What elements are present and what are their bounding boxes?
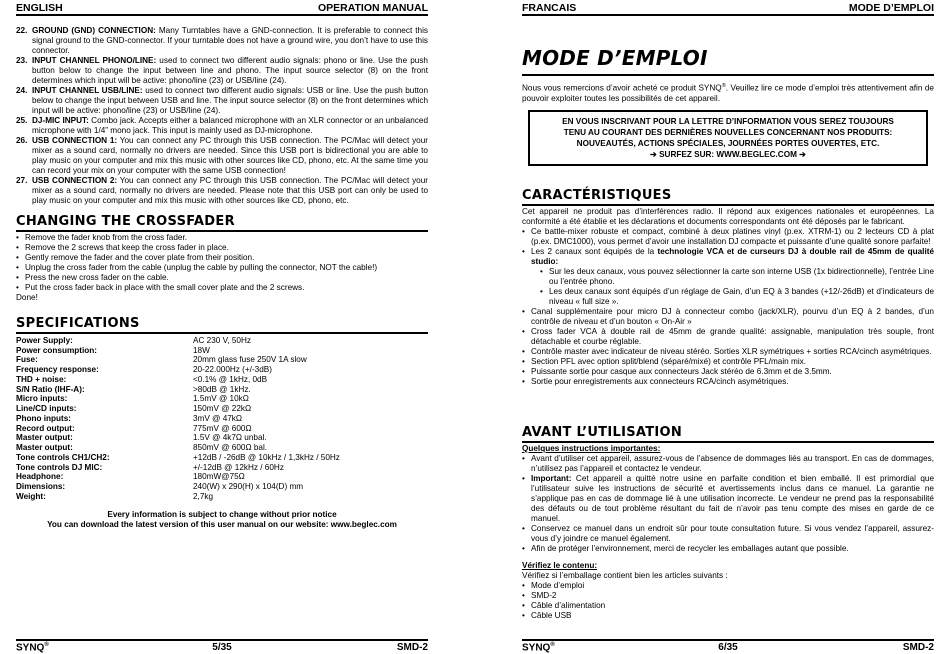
subheading-instructions: Quelques instructions importantes: [522,443,661,453]
footer-model: SMD-2 [902,642,934,653]
footer-model: SMD-2 [396,642,428,653]
list-item: • Les 2 canaux sont équipés de la technologie VCA et de curseurs DJ à double rail de 45mm de qualité studio: [522,247,934,267]
list-item: • Les deux canaux sont équipés d’un réglage de Gain, d’un EQ à 3 bandes (+12/-26dB) et d’indicateurs de niveau « full size ». [540,287,934,307]
footer-rule [16,639,428,641]
table-row: Master output: 1.5V @ 4k7Ω unbal. [16,433,267,443]
instructions-list [522,454,934,554]
features-list-continued [522,307,934,387]
list-item: • Press the new cross fader on the cable. [16,273,428,283]
list-item: • Câble d’alimentation [522,601,934,611]
download-notice [16,510,428,530]
table-row: Fuse: 20mm glass fuse 250V 1A slow [16,355,307,365]
features-intro: Cet appareil ne produit pas d’interférences radio. Il répond aux exigences nationales et européennes. La conformité a été établie et les déclarations et documents correspondants ont été déposés par le fabricant. [522,206,934,226]
footer-brand: SYNQ® [16,642,49,654]
section-rule [16,230,428,232]
table-row: Dimensions: 240(W) x 290(H) x 104(D) mm [16,482,304,492]
newsletter-box [528,110,928,166]
intro-text: Nous vous remercions d’avoir acheté ce produit SYNQ®. Veuillez lire ce mode d’emploi très attentivement afin de pouvoir exploiter toutes les possibilités de cet appareil. [522,83,934,103]
list-item: • Gently remove the fader and the cover plate from their position. [16,253,428,263]
contents-intro: Vérifiez si l’emballage contient bien les articles suivants : [522,570,728,580]
subheading-contents: Vérifiez le contenu: [522,560,598,570]
features-section [522,188,934,387]
list-item: • Conservez ce manuel dans un endroit sûr pour toute consultation future. Si vous vendez l’appareil, assurez-vous d’y joindre ce manuel également. [522,524,934,544]
page-right [522,0,934,654]
list-item: • Important: Cet appareil a quitté notre usine en parfaite condition et bien emballé. Il est primordial que l’utilisateur suive les instructions de sécurité et avertissements inclus dans ce manuel. La garantie ne s’applique pas en cas de dommage lié à une utilisation incorrecte. Le vendeur ne prend pas la responsabilité des défauts ou de tout problème résultant du fait de n’avoir pas tenu compte des mises en garde de ce manuel. [522,474,934,524]
section-rule [16,332,428,334]
table-row: Phono inputs: 3mV @ 47kΩ [16,413,243,423]
newsletter-line: TENU AU COURANT DES DERNIÈRES NOUVELLES CONCERNANT NOS PRODUITS: [563,128,893,138]
list-item: • Sortie pour enregistrements aux connecteurs RCA/cinch asymétriques. [522,377,934,387]
section-rule [522,204,934,206]
table-row: Headphone: 180mW@75Ω [16,472,245,482]
page-header [16,0,428,13]
list-item: • Remove the fader knob from the cross fader. [16,233,428,243]
connections-list [16,26,428,206]
header-language: ENGLISH [16,2,63,14]
list-item: 23. INPUT CHANNEL PHONO/LINE: used to connect two different audio signals: phono or line. Use the push button below to change the input between line and phono. The input source selector (8) on the front determines which input will be active: phono/line (23) or USB/line (24). [16,56,428,85]
crossfader-section [16,214,428,303]
page-footer [16,642,428,654]
section-title-specifications: SPECIFICATIONS [16,316,140,331]
features-list [522,227,934,267]
table-row: Frequency response: 20-22.000Hz (+/-3dB) [16,365,272,375]
list-item: • SMD-2 [522,591,934,601]
crossfader-steps [16,233,428,293]
list-item: • Unplug the cross fader from the cable (unplug the cable by pulling the connector, NOT the cable!) [16,263,428,273]
table-row: Power Supply: AC 230 V, 50Hz [16,335,251,345]
table-row: Micro inputs: 1.5mV @ 10kΩ [16,394,249,404]
list-item: • Put the cross fader back in place with the small cover plate and the 2 screws. [16,283,428,293]
page-number: 6/35 [718,642,738,653]
list-item: • Mode d’emploi [522,581,934,591]
notice-line: You can download the latest version of this user manual on our website: www.beglec.com [47,520,397,529]
before-use-section [522,425,934,621]
footer-brand: SYNQ® [522,642,555,654]
page-number: 5/35 [212,642,232,653]
list-item: 24. INPUT CHANNEL USB/LINE: used to connect two different audio signals: USB or line. Use the push button below to change the input between USB and line. The input source selector (8) on the front determines which input will be active: phono/line (23) or USB/line (24). [16,86,428,115]
header-language: FRANCAIS [522,2,577,14]
table-row: S/N Ratio (IHF-A): >80dB @ 1kHz. [16,384,251,394]
specifications-table [16,336,356,502]
manual-title: MODE D’EMPLOI [522,46,708,70]
list-item: • Section PFL avec option split/blend (séparé/mixé) et contrôle PFL/main mix. [522,357,934,367]
list-item: • Contrôle master avec indicateur de niveau stéréo. Sorties XLR symétriques + sorties RCA/cinch asymétriques. [522,347,934,357]
table-row: Record output: 775mV @ 600Ω [16,423,252,433]
list-item: • Afin de protéger l’environnement, merci de recycler les emballages autant que possible. [522,544,934,554]
list-item: 22. GROUND (GND) CONNECTION: Many Turntables have a GND-connection. It is preferable to connect this signal ground to the GND-connector. If your turntable does not have a ground wire, you don’t have to use this connector. [16,26,428,55]
list-item: • Avant d’utiliser cet appareil, assurez-vous de l’absence de dommages liés au transport. En cas de dommages, n’utilisez pas l’appareil et contactez le vendeur. [522,454,934,474]
specifications-section [16,316,428,502]
newsletter-link[interactable]: ➔ SURFEZ SUR: WWW.BEGLEC.COM ➔ [649,150,807,160]
crossfader-done: Done! [16,292,38,302]
table-row: THD + noise: <0.1% @ 1kHz, 0dB [16,374,268,384]
page-header [522,0,934,13]
page-left [16,0,428,654]
list-item: • Câble USB [522,611,934,621]
table-row: Power consumption: 18W [16,345,210,355]
newsletter-line: NOUVEAUTÉS, ACTIONS SPÉCIALES, JOURNÉES PORTES OUVERTES, ETC. [576,139,880,149]
table-row: Tone controls DJ MIC: +/-12dB @ 12kHz / 60Hz [16,462,284,472]
contents-list [522,581,934,621]
table-row: Line/CD inputs: 150mV @ 22kΩ [16,404,252,414]
list-item: 26. USB CONNECTION 1: You can connect any PC through this USB connection. The PC/Mac will detect your mixer as a sound card, normally no drivers are needed. Since this USB port is bidirectional you are able to play music on your computer and mix this music with other sources like CD, phono, etc. At the same time you can record your mix on your computer with the same USB connection! [16,136,428,175]
header-rule [522,14,934,16]
list-item: • Puissante sortie pour casque aux connecteurs Jack stéréo de 6.3mm et de 3.5mm. [522,367,934,377]
footer-rule [522,639,934,641]
section-title-features: CARACTÉRISTIQUES [522,188,672,203]
header-manual-title: OPERATION MANUAL [317,2,428,14]
list-item: • Sur les deux canaux, vous pouvez sélectionner la carte son interne USB (1x bidirectionnelle), l’entrée Line ou l’entrée phono. [540,267,934,287]
list-item: 27. USB CONNECTION 2: You can connect any PC through this USB connection. The PC/Mac will detect your mixer as a sound card, normally no drivers are needed. Please note that this USB port can only be used to play music on your computer and mix this music with other sources like CD, phono, etc. [16,176,428,205]
list-item: • Cross fader VCA à double rail de 45mm de grande qualité: assignable, manipulation très souple, front détachable et courbe réglable. [522,327,934,347]
section-rule [522,441,934,443]
header-manual-title: MODE D’EMPLOI [848,2,934,14]
list-item: 25. DJ-MIC INPUT: Combo jack. Accepts either a balanced microphone with an XLR connector or an unbalanced microphone with 1/4” mono jack. This input is mainly used as DJ-microphone. [16,116,429,135]
section-title-crossfader: CHANGING THE CROSSFADER [16,214,235,229]
table-row: Master output: 850mV @ 600Ω bal. [16,443,268,453]
table-row: Weight: 2,7kg [16,491,214,501]
table-row: Tone controls CH1/CH2: +12dB / -26dB @ 10kHz / 1,3kHz / 50Hz [16,452,340,462]
list-item: • Canal supplémentaire pour micro DJ à connecteur combo (jack/XLR), pourvu d’un EQ à 2 bandes, d’un contrôle de niveau et d’un bouton « On-Air » [522,307,934,327]
list-item: • Remove the 2 screws that keep the cross fader in place. [16,243,428,253]
notice-line: Every information is subject to change without prior notice [107,510,337,519]
header-rule [16,14,428,16]
features-sublist [540,267,934,307]
page-footer [522,642,934,654]
title-rule [522,74,934,76]
list-item: • Ce battle-mixer robuste et compact, combiné à deux platines vinyl (p.ex. XTRM-1) ou 2 lecteurs CD à plat (p.ex. DMC1000), vous permet d’avoir une installation DJ compacte et puissante d’une qualité sonore parfaite! [522,227,934,247]
newsletter-line: EN VOUS INSCRIVANT POUR LA LETTRE D’INFORMATION VOUS SEREZ TOUJOURS [562,117,894,126]
section-title-before-use: AVANT L’UTILISATION [522,425,683,440]
